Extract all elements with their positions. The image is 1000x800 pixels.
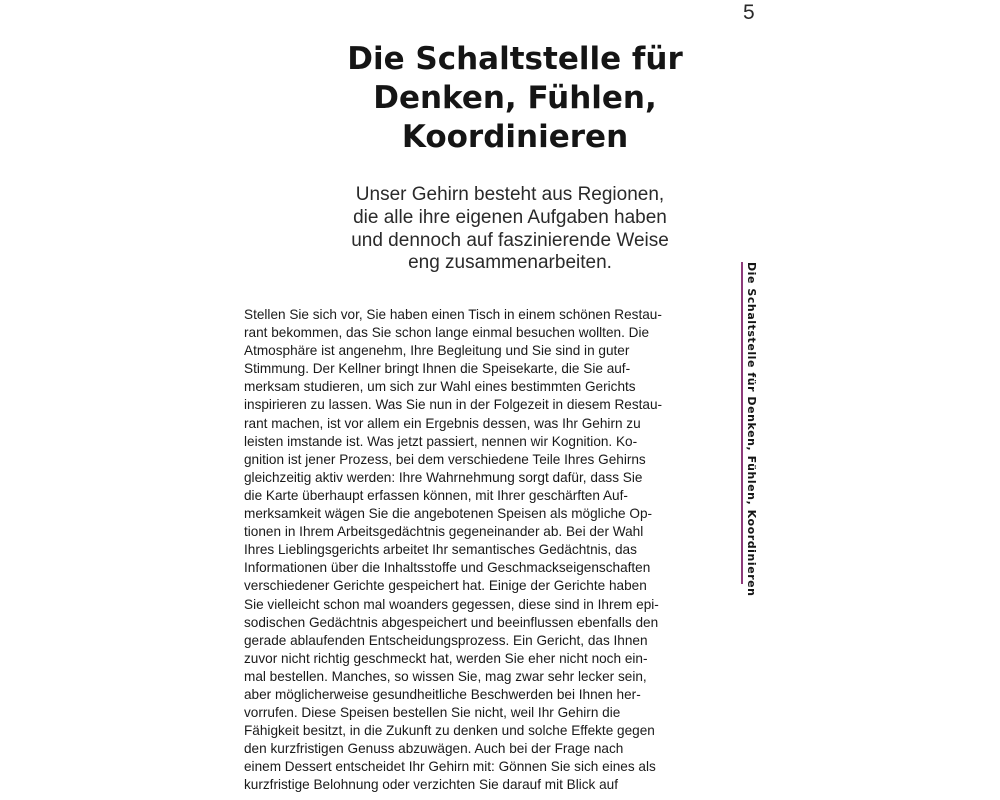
body-line: sodischen Gedächtnis abgespeichert und beeinflussen ebenfalls den <box>244 614 659 630</box>
body-text <box>244 306 704 795</box>
body-line: verschiedener Gerichte gespeichert hat. Einige der Gerichte haben <box>244 578 647 594</box>
lead-line: eng zusammenarbeiten. <box>408 252 612 274</box>
chapter-title-line: Die Schaltstelle für <box>347 41 683 77</box>
running-head-text: Die Schaltstelle für Denken, Fühlen, Koordinieren <box>745 262 758 597</box>
body-line: Atmosphäre ist angenehm, Ihre Begleitung und Sie sind in guter <box>244 343 630 359</box>
body-line: gnition ist jener Prozess, bei dem verschiedene Teile Ihres Gehirns <box>244 451 646 467</box>
body-line: leisten imstande ist. Was jetzt passiert, nennen wir Kognition. Ko- <box>244 433 638 449</box>
body-line: rant machen, ist vor allem ein Ergebnis dessen, was Ihr Gehirn zu <box>244 415 641 431</box>
body-line: Stimmung. Der Kellner bringt Ihnen die Speisekarte, die Sie auf- <box>244 361 631 377</box>
body-line: merksam studieren, um sich zur Wahl eines bestimmten Gerichts <box>244 379 636 395</box>
chapter-title-line: Denken, Fühlen, <box>373 80 657 116</box>
body-line: zuvor nicht richtig geschmeckt hat, werden Sie eher nicht noch ein- <box>244 650 648 666</box>
body-line: merksamkeit wägen Sie die angebotenen Speisen als mögliche Op- <box>244 506 653 522</box>
body-line: einem Dessert entscheidet Ihr Gehirn mit: Gönnen Sie sich eines als <box>244 759 656 775</box>
running-head <box>741 262 758 597</box>
body-line: rant bekommen, das Sie schon lange einmal besuchen wollten. Die <box>244 325 650 341</box>
body-line: Fähigkeit besitzt, in die Zukunft zu denken und solche Effekte gegen <box>244 723 655 739</box>
body-line: gerade ablaufenden Entscheidungsprozess. Ein Gericht, das Ihnen <box>244 632 648 648</box>
chapter-lead <box>260 184 760 275</box>
lead-line: die alle ihre eigenen Aufgaben haben <box>353 206 667 228</box>
body-line: gleichzeitig aktiv werden: Ihre Wahrnehmung sorgt dafür, dass Sie <box>244 469 643 485</box>
page-number: 5 <box>743 1 755 24</box>
body-line: Informationen über die Inhaltsstoffe und Geschmackseigenschaften <box>244 560 651 576</box>
body-line: mal bestellen. Manches, so wissen Sie, mag zwar sehr lecker sein, <box>244 668 647 684</box>
chapter-title <box>240 40 790 157</box>
chapter-title-line: Koordinieren <box>401 119 629 155</box>
lead-line: Unser Gehirn besteht aus Regionen, <box>355 184 665 205</box>
body-line: Sie vielleicht schon mal woanders gegessen, diese sind in Ihrem epi- <box>244 596 659 612</box>
body-line: tionen in Ihrem Arbeitsgedächtnis gegeneinander ab. Bei der Wahl <box>244 524 644 540</box>
body-line: inspirieren zu lassen. Was Sie nun in der Folgezeit in diesem Restau- <box>244 397 663 413</box>
body-line: aber möglicherweise gesundheitliche Beschwerden bei Ihnen her- <box>244 686 641 702</box>
body-line: Ihres Lieblingsgerichts arbeitet Ihr semantisches Gedächtnis, das <box>244 542 637 558</box>
body-line: kurzfristige Belohnung oder verzichten Sie darauf mit Blick auf <box>244 777 619 793</box>
body-line: Stellen Sie sich vor, Sie haben einen Tisch in einem schönen Restau- <box>244 307 662 322</box>
body-line: vorrufen. Diese Speisen bestellen Sie nicht, weil Ihr Gehirn die <box>244 705 621 721</box>
body-line: die Karte überhaupt erfassen können, mit Ihrer geschärften Auf- <box>244 487 628 503</box>
body-line: den kurzfristigen Genuss abzuwägen. Auch bei der Frage nach <box>244 741 624 757</box>
lead-line: und dennoch auf faszinierende Weise <box>351 229 669 251</box>
